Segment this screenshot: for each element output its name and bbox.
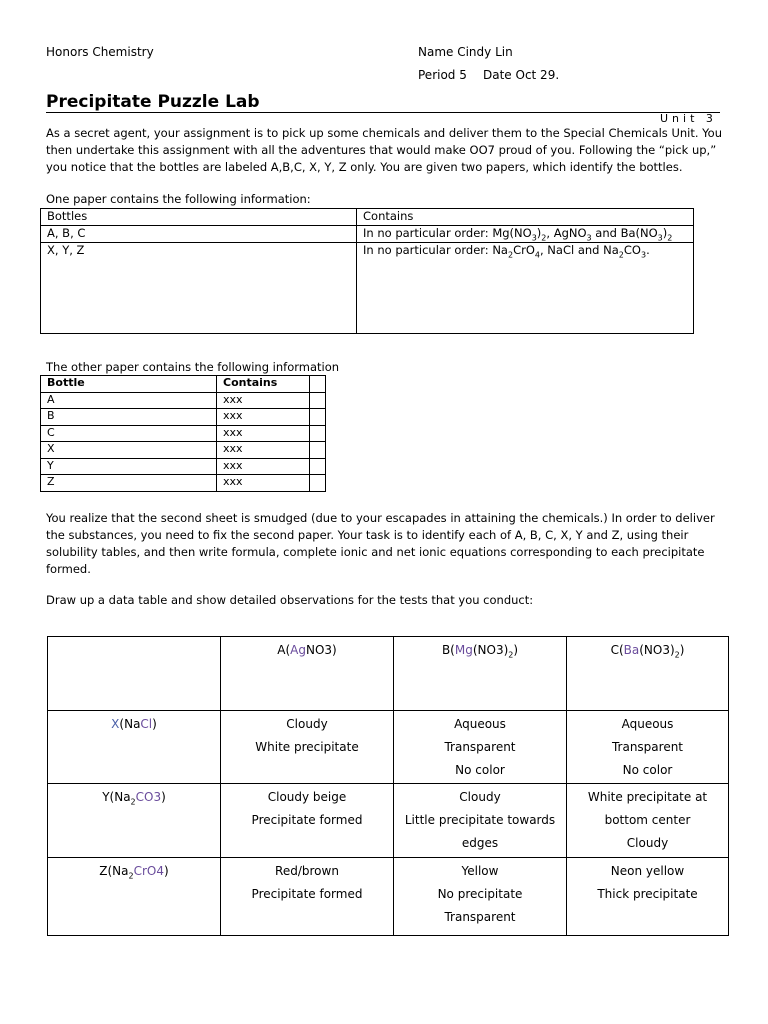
table-row — [41, 243, 694, 334]
paper1-table — [40, 208, 694, 334]
period-label: Period 5 — [418, 68, 467, 82]
row-header: $Z(Na_2CrO4)$ — [48, 858, 221, 936]
table-row — [48, 711, 729, 784]
paper2-table — [40, 375, 326, 492]
observation-cell: Aqueous Transparent No color — [394, 711, 567, 784]
bottle-cell: X — [41, 442, 217, 459]
blank-cell — [310, 458, 326, 475]
observation-cell: White precipitate at bottom center Cloudy — [567, 784, 729, 858]
row-header: $Y(Na_2CO3)$ — [48, 784, 221, 858]
table-row — [41, 409, 326, 426]
blank-cell — [310, 475, 326, 492]
bottle-cell: C — [41, 425, 217, 442]
contains-cell: xxx — [217, 442, 310, 459]
task-paragraph: You realize that the second sheet is smudged (due to your escapades in attaining the chemicals.) In order to deliver the substances, you need to fix the second paper. Your task is to identify each of A, B, C, X, Y and Z, using their solubility tables, and then write formula, complete ionic and net ionic equations corresponding to each precipitate formed. — [46, 511, 715, 576]
unit-label: Unit 3 — [660, 112, 717, 125]
header-cell: Contains — [217, 376, 310, 393]
header-cell: Bottles — [41, 209, 357, 226]
corner-cell — [48, 637, 221, 711]
column-header: A(AgNO3) — [221, 637, 394, 711]
table-row — [41, 392, 326, 409]
blank-cell — [310, 442, 326, 459]
observation-cell: Red/brown Precipitate formed — [221, 858, 394, 936]
paper2-caption: The other paper contains the following information — [46, 360, 340, 374]
course-label: Honors Chemistry — [46, 45, 154, 59]
page-title: Precipitate Puzzle Lab — [46, 92, 260, 112]
table-row — [41, 226, 694, 243]
bottles-cell: X, Y, Z — [41, 243, 357, 334]
bottle-cell: B — [41, 409, 217, 426]
contains-cell: In no particular order: $Na_2CrO_4$, NaCl and $Na_2CO_3$. — [357, 243, 694, 334]
blank-cell — [310, 425, 326, 442]
table-row — [41, 209, 694, 226]
column-header: $B(Mg(NO3)_2)$ — [394, 637, 567, 711]
observation-cell: Neon yellow Thick precipitate — [567, 858, 729, 936]
table-row — [41, 425, 326, 442]
header-cell — [310, 376, 326, 393]
bottle-cell: Y — [41, 458, 217, 475]
bottles-cell: A, B, C — [41, 226, 357, 243]
intro-paragraph: As a secret agent, your assignment is to pick up some chemicals and deliver them to the Special Chemicals Unit. You then undertake this assignment with all the adventures that would make OO7 proud of you. Following the “pick up,” you notice that the bottles are labeled A,B,C, X, Y, Z only. You are given two papers, which identify the bottles. — [46, 126, 723, 174]
title-rule — [46, 112, 720, 113]
table-row — [41, 376, 326, 393]
contains-cell: xxx — [217, 458, 310, 475]
contains-cell: xxx — [217, 392, 310, 409]
instruction-text: Draw up a data table and show detailed observations for the tests that you conduct: — [46, 593, 534, 607]
contains-cell: xxx — [217, 409, 310, 426]
blank-cell — [310, 409, 326, 426]
contains-cell: In no particular order: $Mg(NO_3)_2$, AgNO$_3$ and $Ba(NO_3)_2$ — [357, 226, 694, 243]
bottle-cell: Z — [41, 475, 217, 492]
contains-cell: xxx — [217, 475, 310, 492]
table-row — [41, 475, 326, 492]
table-row — [41, 442, 326, 459]
observation-cell: Cloudy beige Precipitate formed — [221, 784, 394, 858]
observation-cell: Cloudy White precipitate — [221, 711, 394, 784]
table-row — [48, 784, 729, 858]
table-row — [41, 458, 326, 475]
table-row — [48, 637, 729, 711]
observation-cell: Aqueous Transparent No color — [567, 711, 729, 784]
student-name: Name Cindy Lin — [418, 45, 513, 59]
observation-cell: Cloudy Little precipitate towards edges — [394, 784, 567, 858]
observation-table — [47, 636, 729, 936]
table-row — [48, 858, 729, 936]
bottle-cell: A — [41, 392, 217, 409]
observation-cell: Yellow No precipitate Transparent — [394, 858, 567, 936]
row-header: X(NaCl) — [48, 711, 221, 784]
blank-cell — [310, 392, 326, 409]
paper1-caption: One paper contains the following information: — [46, 192, 311, 206]
header-cell: Bottle — [41, 376, 217, 393]
date-label: Date Oct 29. — [483, 68, 560, 82]
contains-cell: xxx — [217, 425, 310, 442]
column-header: $C(Ba(NO3)_2)$ — [567, 637, 729, 711]
header-cell: Contains — [357, 209, 694, 226]
